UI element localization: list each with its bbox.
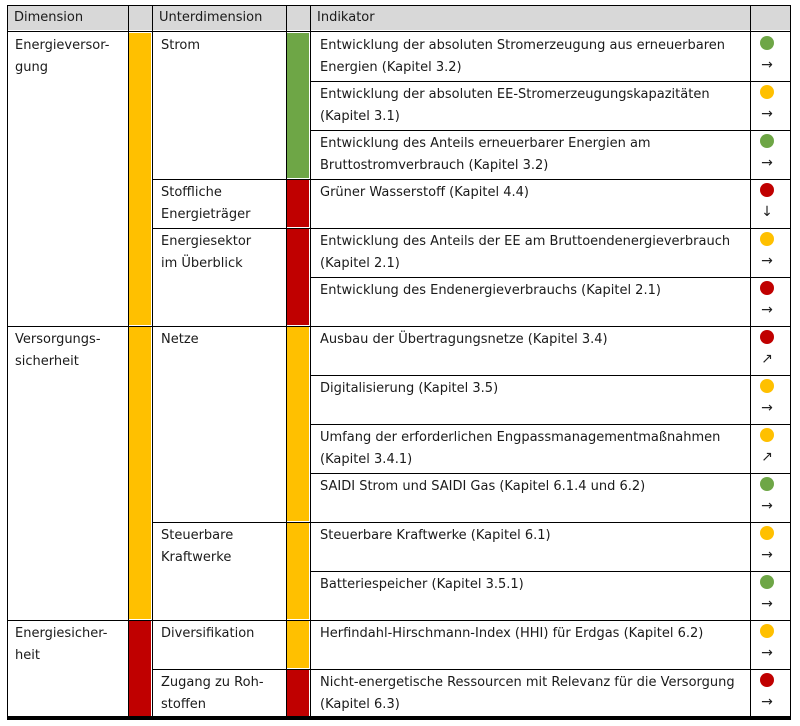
column-divider bbox=[310, 5, 311, 720]
indicator-label: Herfindahl-Hirschmann-Index (HHI) für Erdgas (Kapitel 6.2) bbox=[320, 626, 704, 641]
trend-arrow-icon: → bbox=[761, 498, 773, 514]
subdimension-label: Steuerbare Kraftwerke bbox=[161, 528, 234, 565]
trend-arrow-icon: → bbox=[761, 253, 773, 269]
indicator-label: Entwicklung der absoluten Stromerzeugung aus erneuerbaren Energien (Kapitel 3.2) bbox=[320, 38, 726, 75]
trend-arrow-icon: → bbox=[761, 400, 773, 416]
column-divider bbox=[286, 5, 287, 720]
status-dot-icon bbox=[760, 428, 774, 442]
dimension-color-bar bbox=[129, 33, 151, 325]
indicator-label: Ausbau der Übertragungsnetze (Kapitel 3.4) bbox=[320, 332, 608, 347]
subdimension-color-bar bbox=[287, 621, 309, 668]
trend-arrow-icon: ↗ bbox=[761, 449, 773, 465]
indicator-label: Nicht-energetische Ressourcen mit Relevanz für die Versorgung (Kapitel 6.3) bbox=[320, 675, 735, 712]
subdimension-label: Energiesektor im Überblick bbox=[161, 234, 252, 271]
dimension-label: Energiesicher- heit bbox=[15, 626, 108, 663]
indicator-label: Batteriespeicher (Kapitel 3.5.1) bbox=[320, 577, 524, 592]
indicator-label: Entwicklung des Anteils der EE am Bruttoendenergieverbrauch (Kapitel 2.1) bbox=[320, 234, 731, 271]
trend-arrow-icon: ↓ bbox=[761, 204, 773, 220]
column-divider bbox=[128, 5, 129, 720]
row-divider bbox=[310, 130, 790, 131]
header-cell-blank3 bbox=[750, 6, 790, 30]
row-divider bbox=[310, 669, 790, 670]
subdimension-label: Zugang zu Roh- stoffen bbox=[161, 675, 264, 712]
indicator-label: Digitalisierung (Kapitel 3.5) bbox=[320, 381, 499, 396]
dimension-color-bar bbox=[129, 327, 151, 619]
status-dot-icon bbox=[760, 526, 774, 540]
status-dot-icon bbox=[760, 281, 774, 295]
subdimension-label: Diversifikation bbox=[161, 626, 255, 641]
indicator-label: Entwicklung des Anteils erneuerbarer Energien am Bruttostromverbrauch (Kapitel 3.2) bbox=[320, 136, 651, 173]
row-divider bbox=[310, 571, 790, 572]
status-dot-icon bbox=[760, 134, 774, 148]
status-dot-icon bbox=[760, 36, 774, 50]
status-dot-icon bbox=[760, 183, 774, 197]
row-divider bbox=[310, 277, 790, 278]
dimension-label: Energieversor- gung bbox=[15, 38, 110, 75]
status-dot-icon bbox=[760, 575, 774, 589]
dimension-label: Versorgungs- sicherheit bbox=[15, 332, 101, 369]
indicator-label: Grüner Wasserstoff (Kapitel 4.4) bbox=[320, 185, 529, 200]
subdimension-color-bar bbox=[287, 33, 309, 178]
trend-arrow-icon: → bbox=[761, 645, 773, 661]
header-indikator-label: Indikator bbox=[317, 10, 375, 25]
status-dot-icon bbox=[760, 330, 774, 344]
subdimension-color-bar bbox=[287, 670, 309, 716]
subdimension-label: Netze bbox=[161, 332, 199, 347]
row-divider bbox=[310, 81, 790, 82]
subdimension-color-bar bbox=[287, 229, 309, 325]
status-dot-icon bbox=[760, 232, 774, 246]
indicator-label: Steuerbare Kraftwerke (Kapitel 6.1) bbox=[320, 528, 551, 543]
trend-arrow-icon: → bbox=[761, 694, 773, 710]
trend-arrow-icon: → bbox=[761, 547, 773, 563]
subdimension-color-bar bbox=[287, 523, 309, 619]
indicator-label: Umfang der erforderlichen Engpassmanagementmaßnahmen (Kapitel 3.4.1) bbox=[320, 430, 721, 467]
trend-arrow-icon: ↗ bbox=[761, 351, 773, 367]
row-divider bbox=[310, 424, 790, 425]
status-dot-icon bbox=[760, 477, 774, 491]
status-dot-icon bbox=[760, 379, 774, 393]
header-cell-blank1 bbox=[128, 6, 152, 30]
header-border bbox=[7, 31, 791, 32]
row-divider bbox=[310, 473, 790, 474]
subdimension-label: Stoffliche Energieträger bbox=[161, 185, 251, 222]
row-divider bbox=[310, 326, 790, 327]
row-divider bbox=[310, 375, 790, 376]
indicator-label: Entwicklung der absoluten EE-Stromerzeugungskapazitäten (Kapitel 3.1) bbox=[320, 87, 710, 124]
row-divider bbox=[310, 620, 790, 621]
trend-arrow-icon: → bbox=[761, 57, 773, 73]
subdimension-color-bar bbox=[287, 180, 309, 227]
header-dimension-label: Dimension bbox=[14, 10, 84, 25]
table-bottom-border bbox=[7, 718, 791, 720]
subdimension-color-bar bbox=[287, 327, 309, 521]
status-dot-icon bbox=[760, 85, 774, 99]
column-divider bbox=[750, 5, 751, 720]
subdimension-label: Strom bbox=[161, 38, 201, 53]
row-divider bbox=[310, 228, 790, 229]
trend-arrow-icon: → bbox=[761, 596, 773, 612]
column-divider bbox=[790, 5, 791, 720]
indicator-label: Entwicklung des Endenergieverbrauchs (Kapitel 2.1) bbox=[320, 283, 661, 298]
trend-arrow-icon: → bbox=[761, 106, 773, 122]
header-border bbox=[7, 5, 791, 6]
trend-arrow-icon: → bbox=[761, 155, 773, 171]
column-divider bbox=[7, 5, 8, 720]
header-unterdimension-label: Unterdimension bbox=[159, 10, 263, 25]
status-dot-icon bbox=[760, 624, 774, 638]
row-divider bbox=[310, 179, 790, 180]
column-divider bbox=[152, 5, 153, 720]
dimension-color-bar bbox=[129, 621, 151, 716]
indicator-label: SAIDI Strom und SAIDI Gas (Kapitel 6.1.4 und 6.2) bbox=[320, 479, 646, 494]
header-cell-blank2 bbox=[286, 6, 310, 30]
trend-arrow-icon: → bbox=[761, 302, 773, 318]
status-dot-icon bbox=[760, 673, 774, 687]
row-divider bbox=[310, 522, 790, 523]
